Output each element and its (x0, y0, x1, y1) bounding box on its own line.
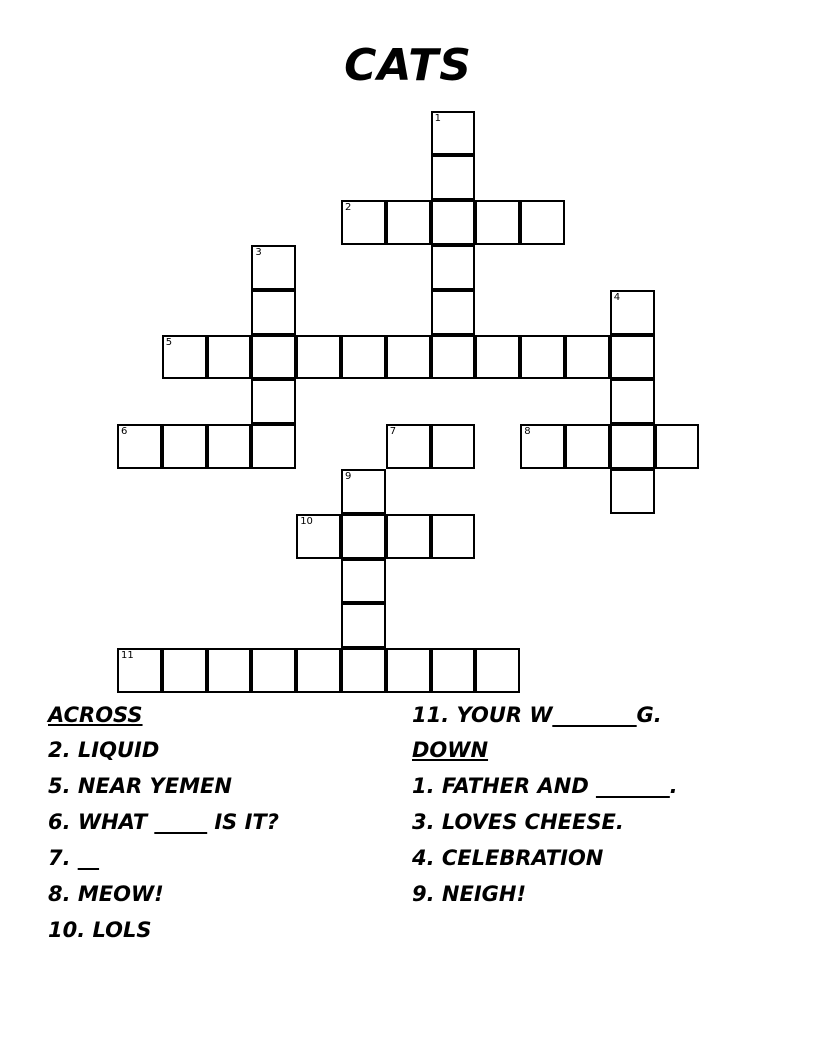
grid-cell[interactable] (207, 335, 252, 380)
grid-cell[interactable] (431, 200, 476, 245)
grid-cell[interactable] (520, 200, 565, 245)
grid-cell[interactable] (520, 424, 565, 469)
grid-cell[interactable] (475, 200, 520, 245)
grid-cell[interactable] (341, 559, 386, 604)
grid-cell[interactable] (117, 424, 162, 469)
grid-cell[interactable] (251, 245, 296, 290)
grid-cell[interactable] (386, 424, 431, 469)
grid-cell[interactable] (475, 335, 520, 380)
clue-down-4: 4. CELEBRATION (412, 846, 604, 870)
grid-cell[interactable] (565, 335, 610, 380)
grid-cell[interactable] (341, 200, 386, 245)
clue-number: 3 (255, 247, 262, 258)
grid-cell[interactable] (341, 514, 386, 559)
clue-across-10: 10. LOLS (48, 918, 152, 942)
grid-cell[interactable] (162, 335, 207, 380)
grid-cell[interactable] (251, 335, 296, 380)
clue-number: 2 (345, 202, 352, 214)
grid-cell[interactable] (251, 379, 296, 424)
grid-cell[interactable] (117, 648, 162, 693)
grid-cell[interactable] (610, 424, 655, 469)
grid-cell[interactable] (162, 648, 207, 693)
clue-across-2: 2. LIQUID (48, 738, 160, 762)
across-heading: ACROSS (48, 703, 143, 727)
grid-cell[interactable] (251, 290, 296, 335)
clue-number: 4 (613, 291, 621, 303)
clue-down-3: 3. LOVES CHEESE. (412, 810, 624, 834)
grid-cell[interactable] (475, 648, 520, 693)
clue-number: 9 (345, 471, 352, 482)
clue-across-6: 6. WHAT _____ IS IT? (48, 810, 279, 834)
clue-number: 11 (121, 650, 134, 662)
grid-cell[interactable] (251, 648, 296, 693)
grid-cell[interactable] (251, 424, 296, 469)
grid-cell[interactable] (386, 514, 431, 559)
puzzle-title: CATS (344, 40, 472, 91)
down-heading: DOWN (412, 738, 489, 762)
grid-cell[interactable] (207, 648, 252, 693)
clue-across-7: 7. __ (48, 846, 99, 870)
grid-cell[interactable] (431, 111, 476, 156)
grid-cell[interactable] (431, 648, 476, 693)
grid-cell[interactable] (431, 245, 476, 290)
clue-number: 10 (300, 515, 313, 527)
clue-number: 7 (389, 426, 397, 438)
grid-cell[interactable] (431, 335, 476, 380)
clue-number: 8 (524, 426, 531, 438)
grid-cell[interactable] (296, 514, 341, 559)
grid-cell[interactable] (162, 424, 207, 469)
grid-cell[interactable] (431, 514, 476, 559)
grid-cell[interactable] (207, 424, 252, 469)
grid-cell[interactable] (431, 155, 476, 200)
grid-cell[interactable] (386, 335, 431, 380)
clue-across-5: 5. NEAR YEMEN (48, 774, 232, 798)
grid-cell[interactable] (341, 469, 386, 514)
clue-across-8: 8. MEOW! (48, 882, 164, 906)
clue-number: 6 (121, 426, 128, 438)
grid-cell[interactable] (565, 424, 610, 469)
grid-cell[interactable] (610, 469, 655, 514)
grid-cell[interactable] (610, 290, 655, 335)
grid-cell[interactable] (431, 290, 476, 335)
clue-number: 1 (434, 112, 441, 124)
clue-across-11: 11. YOUR W________G. (412, 703, 662, 727)
grid-cell[interactable] (386, 648, 431, 693)
grid-cell[interactable] (341, 648, 386, 693)
clue-number: 5 (165, 336, 173, 348)
grid-cell[interactable] (296, 648, 341, 693)
grid-cell[interactable] (296, 335, 341, 380)
grid-cell[interactable] (341, 603, 386, 648)
grid-cell[interactable] (386, 200, 431, 245)
grid-cell[interactable] (610, 379, 655, 424)
grid-cell[interactable] (341, 335, 386, 380)
clue-down-9: 9. NEIGH! (412, 882, 527, 906)
grid-cell[interactable] (610, 335, 655, 380)
clue-down-1: 1. FATHER AND _______. (412, 774, 678, 798)
grid-cell[interactable] (655, 424, 700, 469)
grid-cell[interactable] (431, 424, 476, 469)
grid-cell[interactable] (520, 335, 565, 380)
